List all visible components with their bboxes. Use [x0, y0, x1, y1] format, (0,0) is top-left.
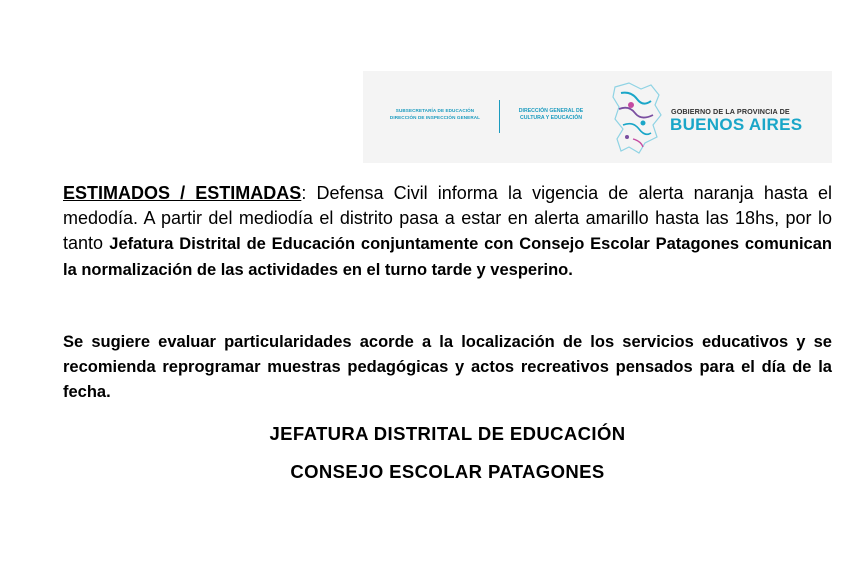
recommendation-paragraph: Se sugiere evaluar particularidades acorde a la localización de los servicios educativos y se recomienda reprogramar muestras pedagógicas y actos recreativos pensados para el día de la fecha. [63, 333, 832, 401]
letterhead-banner [363, 71, 832, 163]
salutation: ESTIMADOS / ESTIMADAS [63, 183, 302, 203]
letterhead-divider [499, 100, 500, 133]
signature-consejo: CONSEJO ESCOLAR PATAGONES [290, 461, 605, 482]
salutation-colon: : [301, 183, 307, 203]
dgce-line2: CULTURA Y EDUCACIÓN [519, 115, 583, 121]
province-map-icon [611, 81, 663, 157]
buenos-aires-wordmark: BUENOS AIRES [670, 115, 803, 134]
announcement-paragraph [63, 181, 832, 283]
announcement-bold-text: Jefatura Distrital de Educación conjuntamente con Consejo Escolar Patagones comunican la normalización de las actividades en el turno tarde y vesperino. [63, 235, 832, 279]
dgce-line1: DIRECCIÓN GENERAL DE [518, 108, 584, 114]
announcement-text: Defensa Civil informa la vigencia de alerta naranja hasta el medodía. A partir del mediodía el distrito pasa a estar en alerta amarillo hasta las 18hs, por lo tanto [63, 183, 833, 253]
subsecretaria-line2: DIRECCIÓN DE INSPECCIÓN GENERAL [389, 115, 481, 120]
subsecretaria-line1: SUBSECRETARÍA DE EDUCACIÓN [395, 108, 475, 113]
gobierno-label: GOBIERNO DE LA PROVINCIA DE [671, 107, 790, 116]
signature-jefatura: JEFATURA DISTRITAL DE EDUCACIÓN [269, 423, 626, 444]
subsecretaria-label [366, 107, 504, 121]
dgce-label [504, 108, 598, 122]
